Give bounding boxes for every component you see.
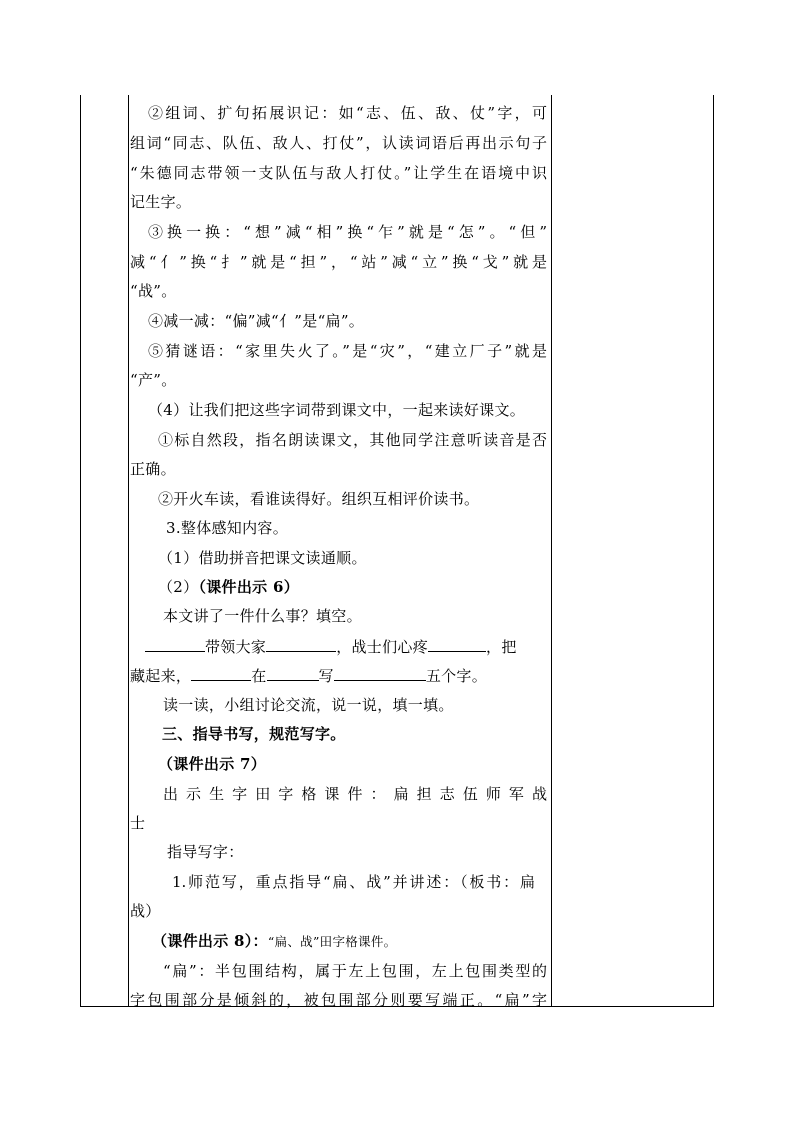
blank <box>191 665 251 681</box>
fill-blank-line <box>145 636 517 657</box>
text-line: ②组词、扩句拓展识记：如“志、伍、敌、仗”字，可 <box>148 104 547 122</box>
text-line: “产”。 <box>130 371 177 389</box>
text-line: 3.整体感知内容。 <box>166 519 289 537</box>
text-line: 减“亻”换“扌”就是“担”，“站”减“立”换“戈”就是 <box>130 253 547 271</box>
text-line: （4）让我们把这些字词带到课文中，一起来读好课文。 <box>148 401 526 419</box>
text-line: ④减一减：“偏”减“亻”是“扁”。 <box>148 312 365 330</box>
text-line: （1）借助拼音把课文读通顺。 <box>158 549 367 567</box>
text-line: ②开火车读，看谁读得好。组织互相评价读书。 <box>158 490 480 508</box>
text-line <box>152 931 396 952</box>
table-divider-2 <box>551 95 552 1007</box>
text-line: 战） <box>130 902 161 920</box>
text-line <box>158 577 299 597</box>
fill-blank-line <box>130 665 487 686</box>
text-line: ⑤猜谜语：“家里失火了。”是“灾”，“建立厂子”就是 <box>148 342 547 360</box>
text-line: 组词“同志、队伍、敌人、打仗”，认读词语后再出示句子 <box>130 134 547 152</box>
text-segment: 写 <box>318 667 334 685</box>
blank <box>334 665 426 681</box>
text-line: 读一读，小组讨论交流，说一说，填一填。 <box>163 696 454 714</box>
text-segment: 在 <box>251 667 267 685</box>
text-segment: 带领大家 <box>205 638 267 656</box>
table-border-left <box>80 95 81 1007</box>
text-line: ③换一换：“想”减“相”换“乍”就是“怎”。“但” <box>148 223 547 241</box>
text-line: 1.师范写，重点指导“扁、战”并讲述：（板书：扁 <box>172 873 535 891</box>
text-segment: 藏起来， <box>130 667 192 685</box>
text-segment: ，把 <box>486 638 517 656</box>
text-segment: （2） <box>158 578 199 596</box>
blank <box>266 636 336 652</box>
text-line: “扁”：半包围结构，属于左上包围，左上包围类型的 <box>163 962 547 980</box>
text-line: 字包围部分是倾斜的，被包围部分则要写端正。“扁”字 <box>130 991 547 1009</box>
table-border-right <box>713 95 714 1007</box>
text-line: 指导写字： <box>167 843 244 861</box>
courseware-label: （课件出示 8）： <box>152 932 268 950</box>
text-line: 出示生字田字格课件：扁担志伍师军战 <box>163 785 547 803</box>
blank <box>267 665 319 681</box>
blank <box>145 636 205 652</box>
text-line: 记生字。 <box>130 193 192 211</box>
text-segment: 五个字。 <box>425 667 488 685</box>
section-heading: 三、指导书写，规范写字。 <box>162 725 346 743</box>
text-line: “朱德同志带领一支队伍与敌人打仗。”让学生在语境中识 <box>130 164 547 182</box>
text-line: 本文讲了一件什么事？填空。 <box>163 607 362 625</box>
courseware-label: （课件出示 7） <box>158 755 267 773</box>
courseware-label: （课件出示 6） <box>198 578 300 596</box>
text-segment: ，战士们心疼 <box>336 638 429 656</box>
text-segment: “扁、战”田字格课件。 <box>267 934 397 949</box>
text-line: 士 <box>130 814 146 832</box>
blank <box>428 636 486 652</box>
text-line: ①标自然段，指名朗读课文，其他同学注意听读音是否 <box>158 431 547 449</box>
text-line: “战”。 <box>130 282 177 300</box>
table-divider-1 <box>128 95 129 1007</box>
text-line: 正确。 <box>130 460 176 478</box>
